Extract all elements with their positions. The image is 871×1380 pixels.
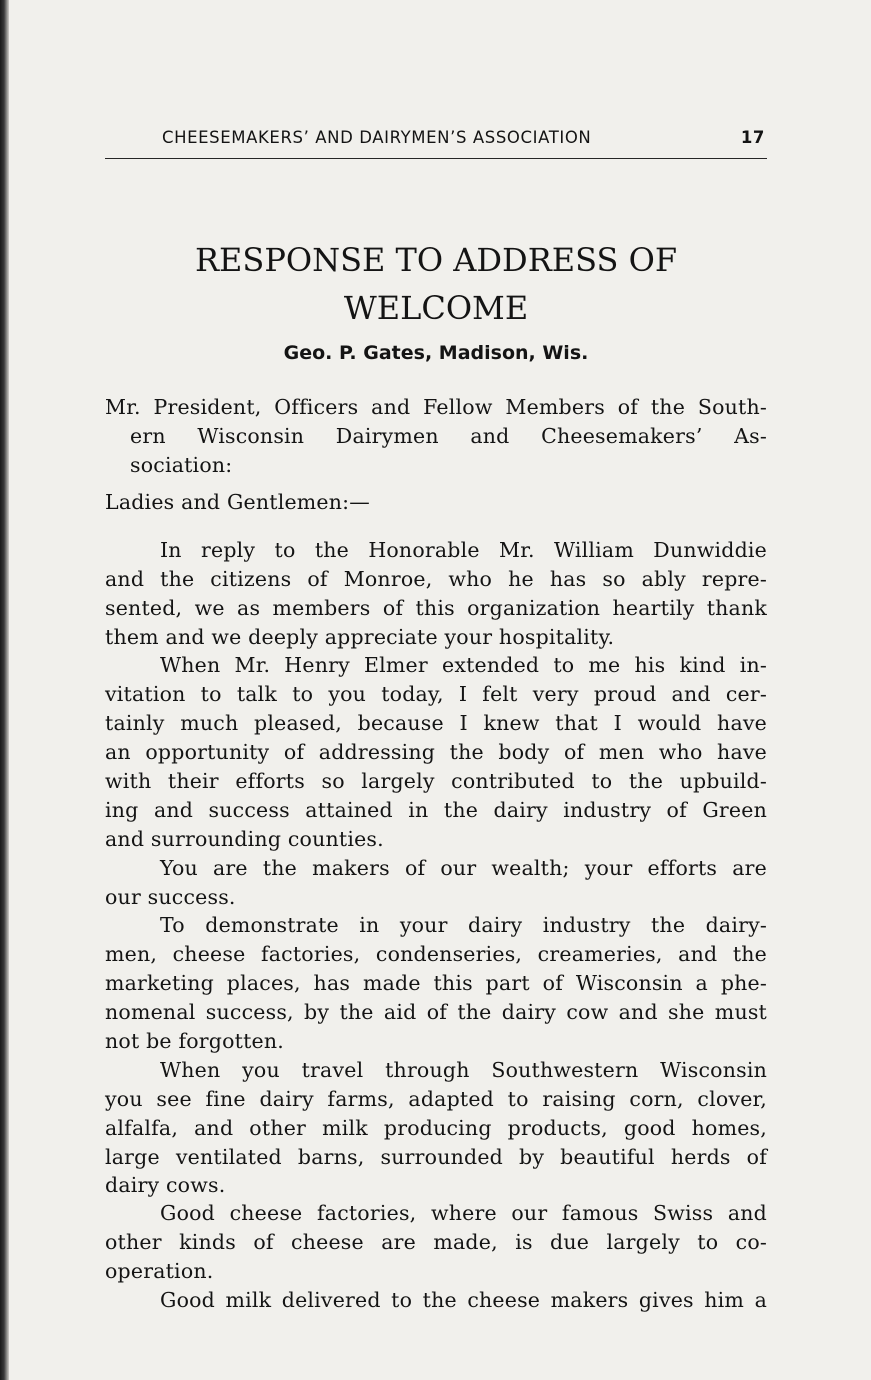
body-text-line: You are the makers of our wealth; your efforts are bbox=[160, 856, 767, 880]
body-text-line: ing and success attained in the dairy industry of Green bbox=[105, 798, 767, 822]
body-text-line: Good milk delivered to the cheese makers gives him a bbox=[160, 1288, 767, 1312]
body-text-line: In reply to the Honorable Mr. William Dunwiddie bbox=[160, 538, 767, 562]
page-header bbox=[105, 126, 767, 159]
salutation-line: Mr. President, Officers and Fellow Members of the South- bbox=[105, 395, 767, 419]
article-title-line-2: WELCOME bbox=[343, 289, 529, 327]
body-text-line: large ventilated barns, surrounded by beautiful herds of bbox=[105, 1145, 767, 1169]
body-text-line: marketing places, has made this part of Wisconsin a phe- bbox=[105, 971, 767, 995]
body-text-line: our success. bbox=[105, 885, 236, 909]
body-text-line: and the citizens of Monroe, who he has so ably repre- bbox=[105, 567, 767, 591]
salutation-line: sociation: bbox=[130, 453, 233, 477]
body-text-line: not be forgotten. bbox=[105, 1029, 284, 1053]
body-text-line: vitation to talk to you today, I felt very proud and cer- bbox=[105, 682, 767, 706]
body-text-line: with their efforts so largely contributed to the upbuild- bbox=[105, 769, 767, 793]
body-text-line: dairy cows. bbox=[105, 1173, 226, 1197]
body-text-line: them and we deeply appreciate your hospitality. bbox=[105, 625, 615, 649]
article-title-line-1: RESPONSE TO ADDRESS OF bbox=[194, 241, 678, 279]
running-head: CHEESEMAKERS’ AND DAIRYMEN’S ASSOCIATION bbox=[162, 128, 592, 147]
body-text-line: Good cheese factories, where our famous Swiss and bbox=[160, 1201, 767, 1225]
body-text-line: and surrounding counties. bbox=[105, 827, 384, 851]
body-text-line: sented, we as members of this organization heartily thank bbox=[105, 596, 767, 620]
body-text-line: When you travel through Southwestern Wisconsin bbox=[160, 1058, 767, 1082]
body-text-line: men, cheese factories, condenseries, creameries, and the bbox=[105, 942, 767, 966]
body-text-line: To demonstrate in your dairy industry the dairy- bbox=[160, 913, 767, 937]
body-text-line: operation. bbox=[105, 1259, 214, 1283]
body-text-line: other kinds of cheese are made, is due largely to co- bbox=[105, 1230, 767, 1254]
page-binding-edge bbox=[0, 0, 9, 1380]
body-text-line: an opportunity of addressing the body of men who have bbox=[105, 740, 767, 764]
body-text-line: alfalfa, and other milk producing products, good homes, bbox=[105, 1116, 767, 1140]
body-text-line: you see fine dairy farms, adapted to raising corn, clover, bbox=[105, 1087, 767, 1111]
article-byline: Geo. P. Gates, Madison, Wis. bbox=[283, 342, 589, 364]
salutation-line: Ladies and Gentlemen:— bbox=[105, 490, 370, 514]
body-text-line: When Mr. Henry Elmer extended to me his kind in- bbox=[160, 653, 767, 677]
body-text-line: tainly much pleased, because I knew that I would have bbox=[105, 711, 767, 735]
body-text-line: nomenal success, by the aid of the dairy cow and she must bbox=[105, 1000, 767, 1024]
salutation-line: ern Wisconsin Dairymen and Cheesemakers’ As- bbox=[130, 424, 767, 448]
page-number: 17 bbox=[740, 128, 765, 147]
